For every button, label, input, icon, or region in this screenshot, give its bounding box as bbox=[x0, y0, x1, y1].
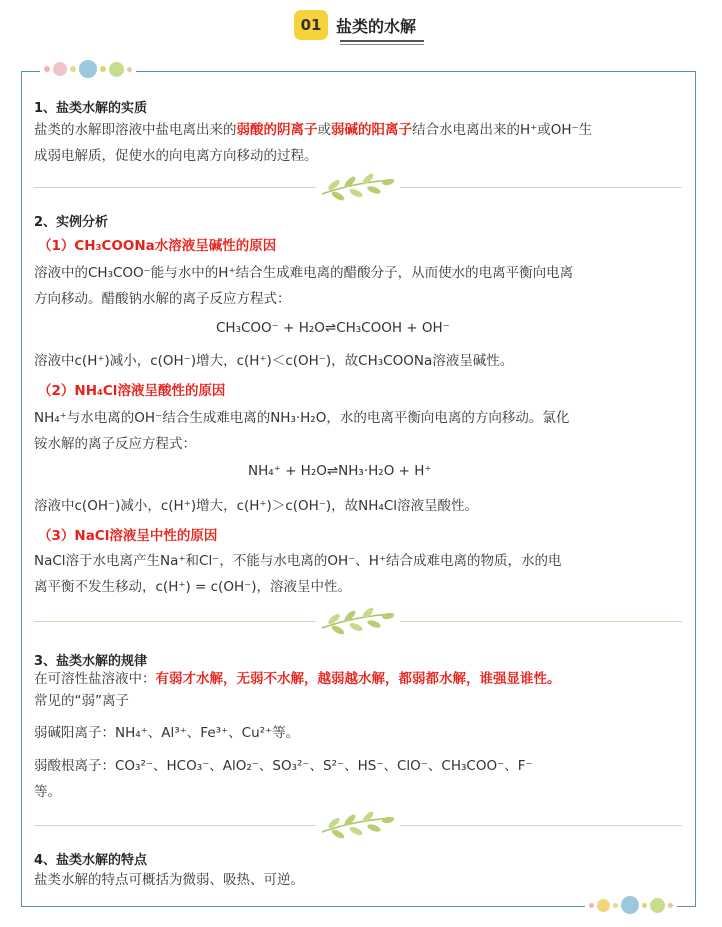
leaf-divider bbox=[34, 810, 682, 840]
paragraph-rules bbox=[34, 668, 684, 712]
heading-hydrolysis-essence: 1、盐类水解的实质 bbox=[34, 101, 148, 116]
text: 溶液中的CH₃COO⁻能与水中的H⁺结合生成难电离的醋酸分子，从而使水的电离平衡向电离 bbox=[34, 265, 574, 281]
paragraph-features: 盐类水解的特点可概括为微弱、吸热、可逆。 bbox=[34, 872, 304, 888]
leaf-divider bbox=[34, 172, 682, 202]
title-underline bbox=[340, 40, 424, 42]
highlight-rule: 有弱才水解，无弱不水解，越弱越水解，都弱都水解，谁强显谁性。 bbox=[155, 671, 561, 687]
paragraph-essence bbox=[34, 117, 684, 169]
heading-hydrolysis-features: 4、盐类水解的特点 bbox=[34, 853, 148, 868]
leaf-branch-icon bbox=[316, 172, 400, 202]
paragraph-nacl bbox=[34, 548, 684, 600]
conclusion-nh4cl: 溶液中c(OH⁻)减小，c(H⁺)增大，c(H⁺)＞c(OH⁻)，故NH₄Cl溶液呈酸性。 bbox=[34, 498, 479, 514]
highlight-weak-acid-anion: 弱酸的阴离子 bbox=[236, 122, 318, 138]
leaf-branch-icon bbox=[316, 606, 400, 636]
text: 常见的“弱”离子 bbox=[34, 693, 129, 709]
paragraph-ch3coona bbox=[34, 260, 684, 312]
text: 离平衡不发生移动，c(H⁺) = c(OH⁻)，溶液呈中性。 bbox=[34, 579, 351, 595]
text: 方向移动。醋酸钠水解的离子反应方程式： bbox=[34, 291, 291, 307]
title-underline-thin bbox=[340, 44, 424, 45]
text: NaCl溶于水电离产生Na⁺和Cl⁻，不能与水电离的OH⁻、H⁺结合成难电离的物质，水的电 bbox=[34, 553, 562, 569]
text: 等。 bbox=[34, 784, 61, 800]
weak-base-cations: 弱碱阳离子：NH₄⁺、Al³⁺、Fe³⁺、Cu²⁺等。 bbox=[34, 725, 300, 741]
text: 或 bbox=[317, 122, 331, 138]
text: 弱酸根离子：CO₃²⁻、HCO₃⁻、AlO₂⁻、SO₃²⁻、S²⁻、HS⁻、ClO⁻、CH₃COO⁻、F⁻ bbox=[34, 758, 533, 774]
equation-nh4cl: NH₄⁺ + H₂O⇌NH₃·H₂O + H⁺ bbox=[248, 463, 432, 479]
subheading-nacl: （3）NaCl溶液呈中性的原因 bbox=[38, 528, 218, 544]
text: 铵水解的离子反应方程式： bbox=[34, 436, 196, 452]
text: 在可溶性盐溶液中： bbox=[34, 671, 156, 687]
planet-dots-decoration-bottom bbox=[585, 896, 677, 914]
highlight-weak-base-cation: 弱碱的阳离子 bbox=[331, 122, 412, 138]
text: 成弱电解质，促使水的向电离方向移动的过程。 bbox=[34, 148, 318, 164]
heading-hydrolysis-rules: 3、盐类水解的规律 bbox=[34, 654, 148, 669]
section-number-badge: 01 bbox=[294, 10, 328, 40]
section-title: 盐类的水解 bbox=[336, 17, 417, 36]
leaf-branch-icon bbox=[316, 810, 400, 840]
section-header bbox=[0, 6, 722, 48]
leaf-divider bbox=[34, 606, 682, 636]
paragraph-nh4cl bbox=[34, 405, 684, 457]
text: 盐类的水解即溶液中盐电离出来的 bbox=[34, 122, 237, 138]
conclusion-ch3coona: 溶液中c(H⁺)减小，c(OH⁻)增大，c(H⁺)＜c(OH⁻)，故CH₃COONa溶液呈碱性。 bbox=[34, 353, 514, 369]
subheading-ch3coona: （1）CH₃COONa水溶液呈碱性的原因 bbox=[38, 238, 277, 254]
weak-acid-anions bbox=[34, 753, 684, 805]
planet-dots-decoration bbox=[40, 60, 136, 78]
text: 结合水电离出来的H⁺或OH⁻生 bbox=[412, 122, 593, 138]
subheading-nh4cl: （2）NH₄Cl溶液呈酸性的原因 bbox=[38, 383, 226, 399]
equation-ch3coona: CH₃COO⁻ + H₂O⇌CH₃COOH + OH⁻ bbox=[216, 320, 450, 336]
text: NH₄⁺与水电离的OH⁻结合生成难电离的NH₃·H₂O，水的电离平衡向电离的方向移动。氯化 bbox=[34, 410, 570, 426]
heading-examples: 2、实例分析 bbox=[34, 215, 109, 230]
